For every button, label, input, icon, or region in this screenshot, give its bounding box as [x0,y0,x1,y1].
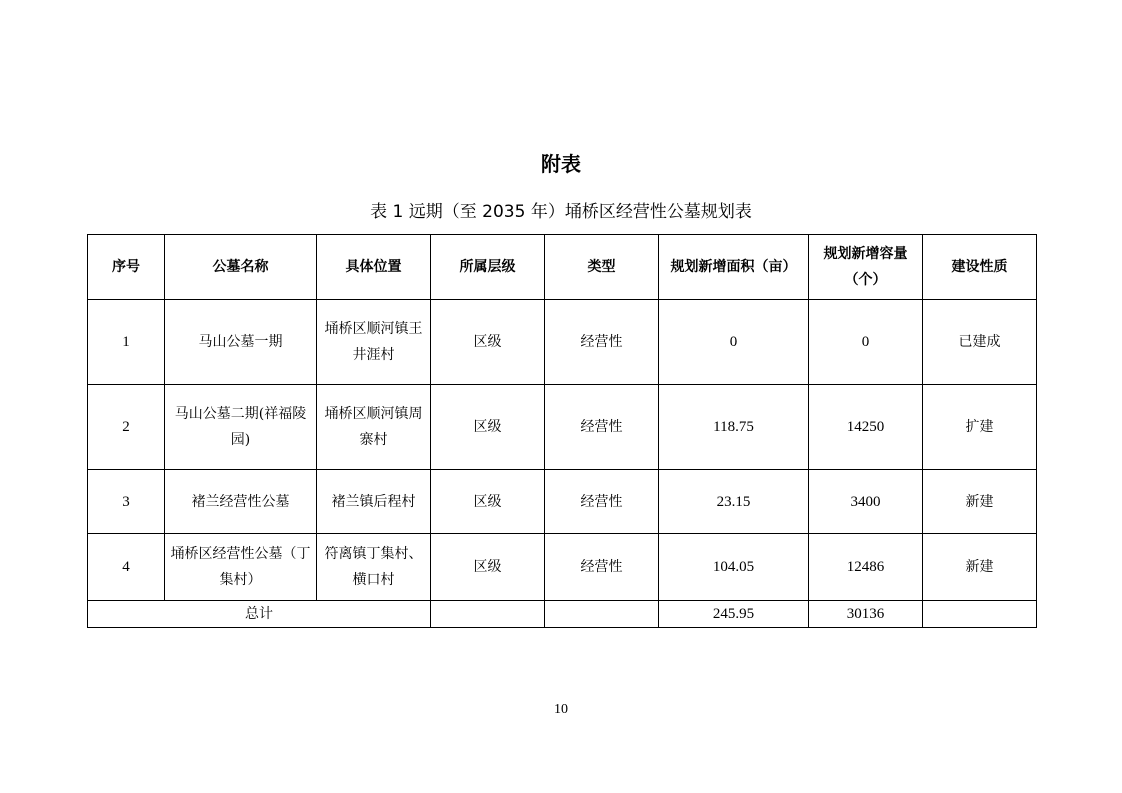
cell-location: 埇桥区顺河镇周寨村 [317,385,431,470]
total-row [88,601,1037,628]
cell-type: 经营性 [545,300,659,385]
cell-type: 经营性 [545,385,659,470]
cell-location: 符离镇丁集村、横口村 [317,534,431,601]
cell-name: 马山公墓二期(祥福陵园) [165,385,317,470]
cell-empty [431,601,545,628]
cell-level: 区级 [431,300,545,385]
cell-nature: 新建 [923,534,1037,601]
cell-name: 马山公墓一期 [165,300,317,385]
column-header-name: 公墓名称 [165,235,317,300]
column-header-location: 具体位置 [317,235,431,300]
cell-capacity: 3400 [809,470,923,534]
cell-nature: 扩建 [923,385,1037,470]
cell-location: 褚兰镇后程村 [317,470,431,534]
column-header-index: 序号 [88,235,165,300]
column-header-nature: 建设性质 [923,235,1037,300]
column-header-type: 类型 [545,235,659,300]
cell-area: 104.05 [659,534,809,601]
cell-nature: 已建成 [923,300,1037,385]
table-header-row [88,235,1037,300]
cell-index: 4 [88,534,165,601]
cell-capacity: 0 [809,300,923,385]
cemetery-plan-table [87,234,1037,628]
column-header-area: 规划新增面积（亩） [659,235,809,300]
total-capacity: 30136 [809,601,923,628]
page-heading: 附表 [541,152,581,176]
cell-index: 1 [88,300,165,385]
column-header-level: 所属层级 [431,235,545,300]
cell-location: 埇桥区顺河镇王井涯村 [317,300,431,385]
total-area: 245.95 [659,601,809,628]
cell-level: 区级 [431,534,545,601]
cell-level: 区级 [431,385,545,470]
cell-nature: 新建 [923,470,1037,534]
cell-level: 区级 [431,470,545,534]
table-row [88,470,1037,534]
cell-name: 埇桥区经营性公墓（丁集村） [165,534,317,601]
cell-capacity: 12486 [809,534,923,601]
cell-index: 2 [88,385,165,470]
table-row [88,300,1037,385]
cell-area: 23.15 [659,470,809,534]
table-row [88,385,1037,470]
page-number: 10 [554,702,568,717]
cell-area: 0 [659,300,809,385]
table-row [88,534,1037,601]
cell-area: 118.75 [659,385,809,470]
cell-empty [545,601,659,628]
cell-empty [923,601,1037,628]
column-header-capacity: 规划新增容量（个） [809,235,923,300]
cell-index: 3 [88,470,165,534]
cell-name: 褚兰经营性公墓 [165,470,317,534]
cell-type: 经营性 [545,534,659,601]
cell-capacity: 14250 [809,385,923,470]
total-label: 总计 [88,601,431,628]
table-caption: 表 1 远期（至 2035 年）埇桥区经营性公墓规划表 [370,202,752,222]
cell-type: 经营性 [545,470,659,534]
